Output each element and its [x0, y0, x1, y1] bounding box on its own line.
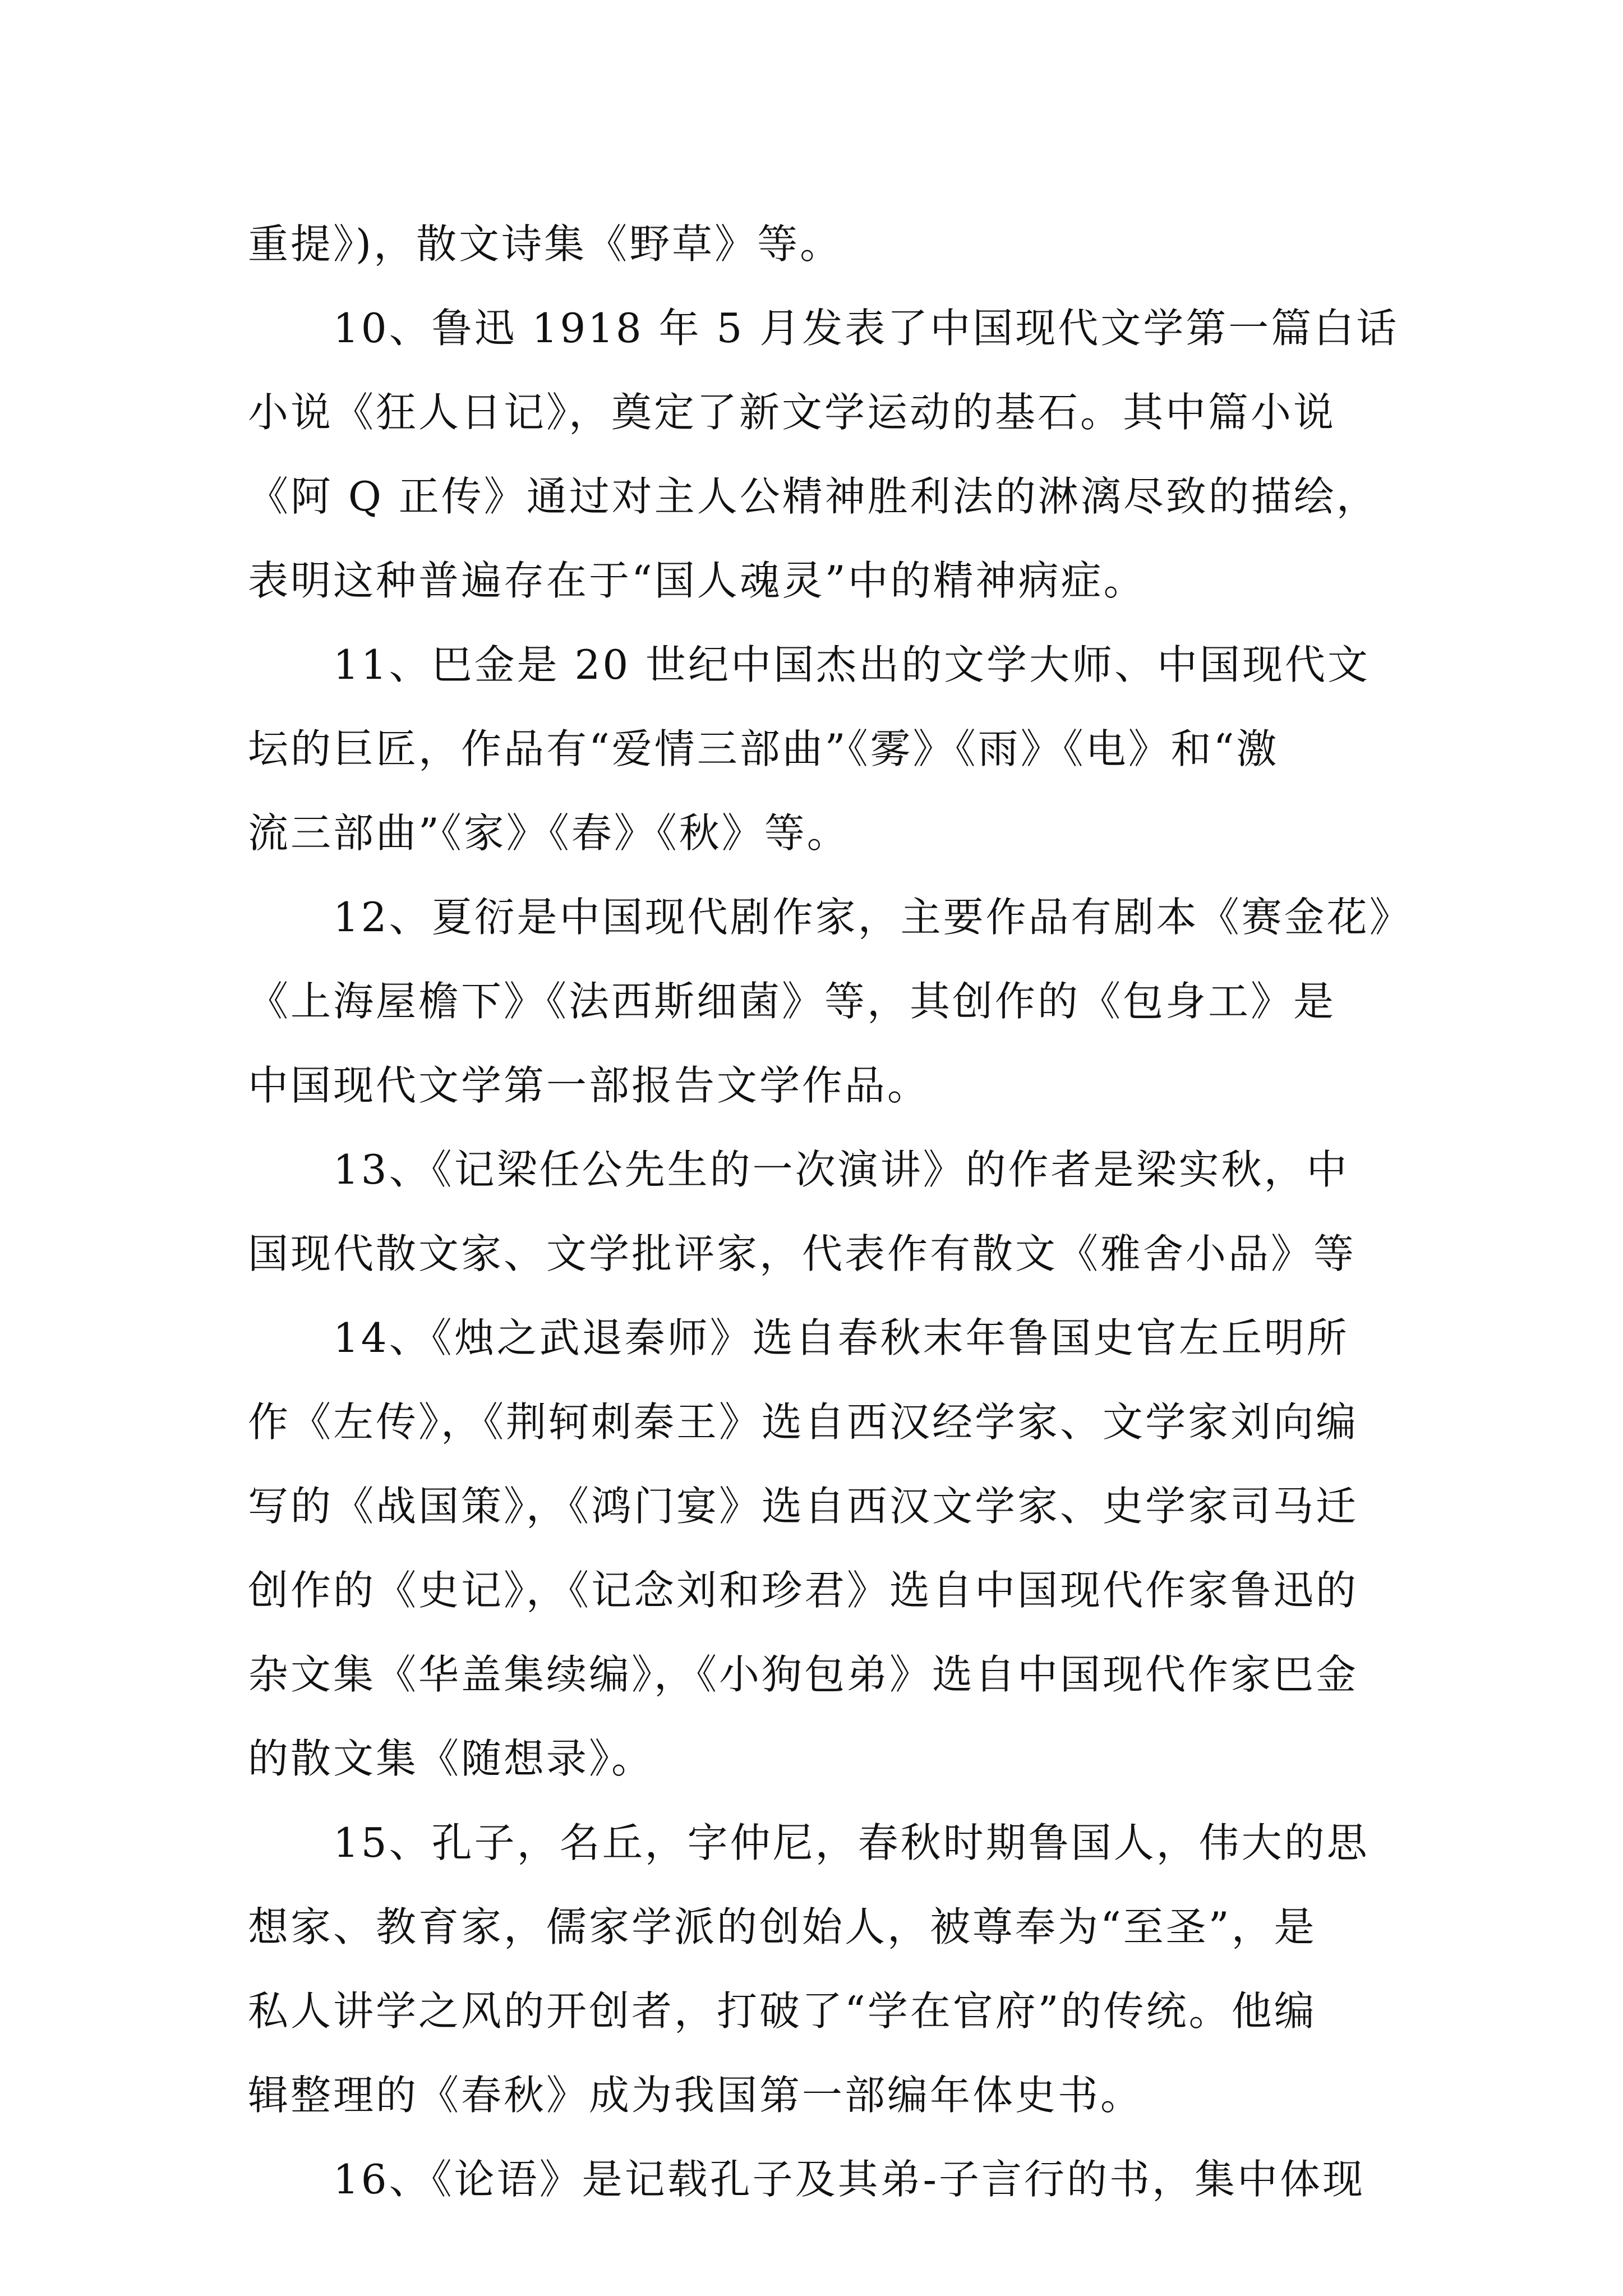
text-line: 坛的巨匠，作品有“爱情三部曲”《雾》《雨》《电》和“激: [248, 725, 1279, 772]
text-line: 10、鲁迅 1918 年 5 月发表了中国现代文学第一篇白话: [333, 305, 1399, 352]
document-text: [248, 202, 1412, 2221]
text-line: 想家、教育家，儒家学派的创始人，被尊奉为“至圣”，是: [248, 1903, 1317, 1950]
text-line: 辑整理的《春秋》成为我国第一部编年体史书。: [248, 2072, 1144, 2119]
text-line: 私人讲学之风的开创者，打破了“学在官府”的传统。他编: [248, 1987, 1317, 2035]
text-line: 重提》)，散文诗集《野草》等。: [248, 220, 843, 268]
text-line: 创作的《史记》，《记念刘和珍君》选自中国现代作家鲁迅的: [248, 1567, 1359, 1614]
text-line: 的散文集《随想录》。: [248, 1735, 654, 1782]
text-line: 小说《狂人日记》，奠定了新文学运动的基石。其中篇小说: [248, 389, 1336, 436]
text-line: 中国现代文学第一部报告文学作品。: [248, 1062, 930, 1109]
text-line: 《阿 Q 正传》通过对主人公精神胜利法的淋漓尽致的描绘，: [248, 473, 1379, 520]
text-line: 16、《论语》是记载孔子及其弟-子言行的书，集中体现: [333, 2156, 1365, 2203]
text-line: 表明这种普遍存在于“国人魂灵”中的精神病症。: [248, 557, 1146, 604]
text-line: 15、孔子，名丘，字仲尼，春秋时期鲁国人，伟大的思: [333, 1819, 1370, 1866]
text-line: 11、巴金是 20 世纪中国杰出的文学大师、中国现代文: [333, 641, 1371, 688]
text-line: 流三部曲”《家》《春》《秋》等。: [248, 809, 850, 857]
text-line: 杂文集《华盖集续编》，《小狗包弟》选自中国现代作家巴金: [248, 1651, 1359, 1698]
text-line: 12、夏衍是中国现代剧作家，主要作品有剧本《赛金花》: [333, 894, 1412, 941]
text-line: 国现代散文家、文学批评家，代表作有散文《雅舍小品》等: [248, 1230, 1357, 1277]
text-line: 写的《战国策》，《鸿门宴》选自西汉文学家、史学家司马迁: [248, 1483, 1359, 1530]
text-line: 《上海屋檐下》《法西斯细菌》等，其创作的《包身工》是: [248, 978, 1336, 1025]
text-line: 14、《烛之武退秦师》选自春秋末年鲁国史官左丘明所: [333, 1314, 1349, 1361]
text-line: 13、《记梁任公先生的一次演讲》的作者是梁实秋，中: [333, 1146, 1349, 1193]
text-line: 作《左传》，《荆轲刺秦王》选自西汉经学家、文学家刘向编: [248, 1398, 1359, 1446]
